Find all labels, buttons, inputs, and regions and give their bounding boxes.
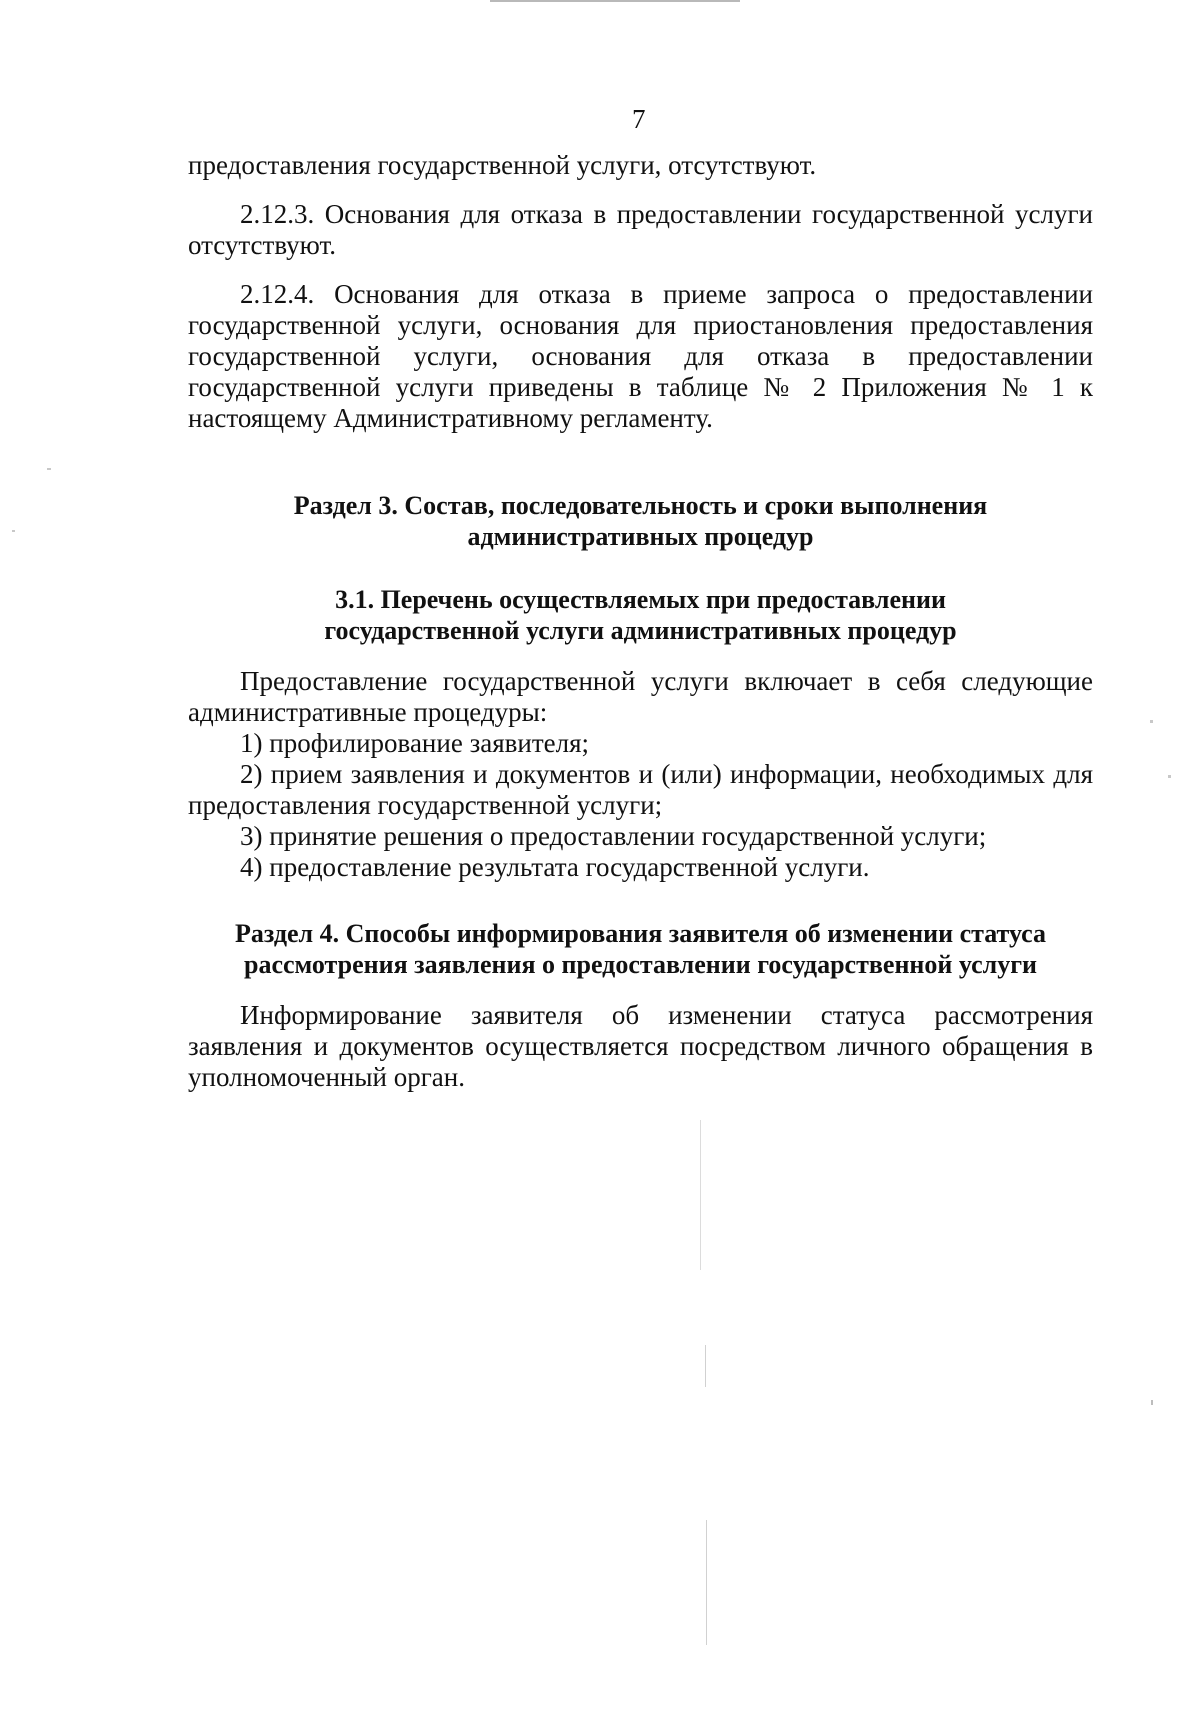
procedures-intro: Предоставление государственной услуги включает в себя следующие административные процедуры:: [188, 666, 1093, 727]
procedure-list-item: 1) профилирование заявителя;: [240, 728, 590, 758]
scan-artifact-dot: [12, 530, 15, 532]
scan-artifact-line: [700, 1120, 701, 1270]
paragraph-text: 2.12.4. Основания для отказа в приеме запроса о предоставлении государственной услуги, основания для приостановления предоставления государственной услуги, основания для отказа в предоставлении государственной услуги приведены в таблице № 2 Приложения № 1 к настоящему Административному регламенту.: [188, 279, 1093, 433]
scan-artifact-dot: [1150, 720, 1153, 723]
paragraph-2: [188, 199, 1093, 261]
section-heading-line: рассмотрения заявления о предоставлении государственной услуги: [243, 950, 1037, 979]
subsection-heading-line: государственной услуги административных процедур: [324, 616, 957, 645]
scan-artifact-line: [705, 1345, 706, 1387]
scan-artifact-dot: [1168, 775, 1171, 778]
paragraph-3: [188, 279, 1093, 434]
procedure-list-item: 2) прием заявления и документов и (или) информации, необходимых для предоставления государственной услуги;: [188, 759, 1093, 820]
section-3-heading: [168, 490, 1113, 552]
scan-artifact-line: [706, 1520, 707, 1645]
section-heading-line: административных процедур: [467, 522, 814, 551]
paragraph-text: Информирование заявителя об изменении статуса рассмотрения заявления и документов осуществляется посредством личного обращения в уполномоченный орган.: [188, 1000, 1093, 1092]
procedure-list-item: 3) принятие решения о предоставлении государственной услуги;: [240, 821, 987, 851]
final-paragraph: [188, 1000, 1093, 1093]
section-heading-line: Раздел 4. Способы информирования заявителя об изменении статуса: [234, 919, 1047, 948]
page-number: 7: [632, 104, 646, 134]
scan-artifact-dot: [1151, 1400, 1153, 1405]
top-scan-line: [490, 0, 740, 2]
subsection-3-1-heading: [188, 584, 1093, 646]
section-4-heading: [188, 918, 1093, 980]
paragraph-1: [188, 150, 1093, 181]
subsection-heading-line: 3.1. Перечень осуществляемых при предоставлении: [335, 585, 946, 614]
procedure-list-item: 4) предоставление результата государственной услуги.: [240, 852, 870, 882]
paragraph-text: предоставления государственной услуги, отсутствуют.: [188, 150, 817, 180]
procedures-section: [188, 666, 1093, 883]
scan-artifact-dot: [47, 468, 51, 470]
paragraph-text: 2.12.3. Основания для отказа в предоставлении государственной услуги отсутствуют.: [188, 199, 1093, 260]
section-heading-line: Раздел 3. Состав, последовательность и сроки выполнения: [293, 491, 988, 520]
